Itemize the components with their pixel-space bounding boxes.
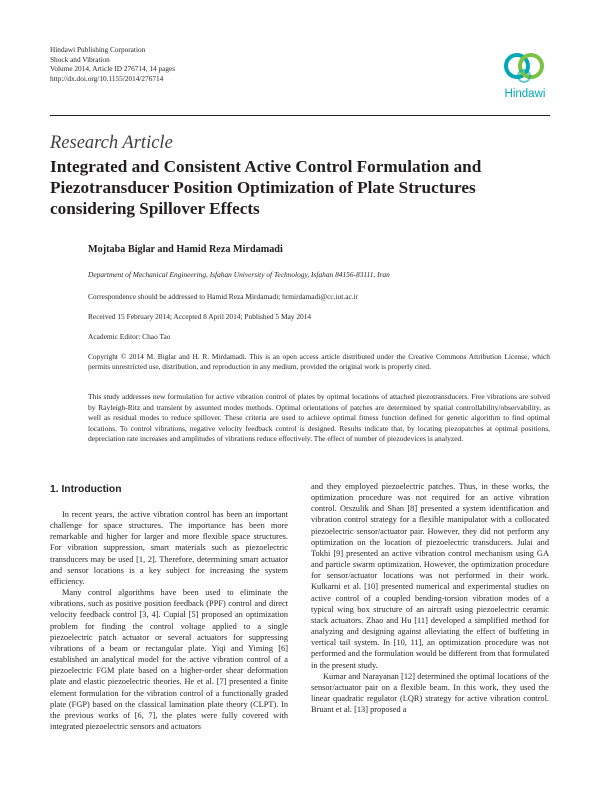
intro-paragraph-2: Many control algorithms have been used to eliminate the vibrations, such as positive position feedback (PPF) control and direct velocity feedback control [3, 4]. Cupiał [5] proposed an optimization problem for finding the control voltage applied to a single piezoelectric patch actuator or several actuators for suppressing vibrations of a beam or rectangular plate. Yiqi and Yiming [6] established an analytical model for the active vibration control of a piezoelectric FGM plate based on a higher-order shear deformation plate and elastic piezoelectric theories. He et al. [7] presented a finite element formulation for the vibration control of a functionally graded plate (FGP) based on the classical lamination plate theory (CLPT). In the previous works of [6, 7], the plates were fully covered with integrated piezoelectric sensors and actuators [50, 588, 288, 731]
volume-info: Volume 2014, Article ID 276714, 14 pages [50, 64, 176, 74]
logo-wordmark: Hindawi [504, 88, 546, 100]
paper-title: Integrated and Consistent Active Control Formulation and Piezotransducer Position Optimization of Plate Structures considering Spillover Effects [50, 157, 482, 218]
journal-name: Shock and Vibration [50, 54, 110, 64]
author-list: Mojtaba Biglar and Hamid Reza Mirdamadi [88, 244, 283, 255]
right-column [311, 481, 549, 715]
publisher-name: Hindawi Publishing Corporation [50, 45, 146, 54]
intro-paragraph-4: Kumar and Narayanan [12] determined the optimal locations of the sensor/actuator pair on a flexible beam. In this work, they used the linear quadratic regulator (LQR) strategy for active vibration control. Bruant et al. [13] proposed a [311, 671, 549, 715]
intro-paragraph-3: and they employed piezoelectric patches. Thus, in these works, the optimization procedure was not required for an active vibration control. Orszulik and Shan [8] presented a system identification and vibration control strategy for a flexible manipulator with a collocated piezoelectric sensor/actuator pair. However, they did not perform any optimization on the location of piezoelectric transducers. Julai and Tokhi [9] presented an active vibration control mechanism using GA and particle swarm optimization. However, the optimization procedure for sensor/actuator locations was not performed in their work. Kulkarni et al. [10] presented numerical and experimental studies on active control of a coupled bending-torsion vibration modes of a typical wing box structure of an aircraft using piezoelectric ceramic stack actuators. Zhao and Hu [11] developed a simplified method for analyzing and designing against alleviating the effect of buffeting in vertical tail system. In [10, 11], an optimization procedure was not performed and the formulation would be different from that formulated in the present study. [311, 482, 549, 670]
copyright-notice: Copyright © 2014 M. Biglar and H. R. Mirdamadi. This is an open access article distributed under the Creative Commons Attribution License, which permits unrestricted use, distribution, and reproduction in any medium, provided the original work is properly cited. [88, 352, 550, 371]
academic-editor: Academic Editor: Chao Tao [88, 332, 171, 341]
doi-link[interactable]: http://dx.doi.org/10.1155/2014/276714 [50, 73, 164, 83]
intro-paragraph-1: In recent years, the active vibration control has been an important challenge for space structures. The importance has been more remarkable and higher for larger and more flexible space structures. For vibration suppression, smart materials such as piezoelectric transducers may be used [1, 2]. Therefore, determining smart actuator and sensor locations is a key subject for increasing the system efficiency. [50, 510, 288, 586]
publication-dates: Received 15 February 2014; Accepted 8 April 2014; Published 5 May 2014 [88, 312, 312, 321]
header-divider [50, 115, 550, 116]
article-type: Research Article [50, 133, 173, 153]
journal-header [50, 45, 175, 83]
affiliation: Department of Mechanical Engineering, Isfahan University of Technology, Isfahan 84156-83111, Iran [88, 270, 390, 279]
correspondence: Correspondence should be addressed to Hamid Reza Mirdamadi; hrmirdamadi@cc.iut.ac.ir [88, 292, 359, 301]
abstract: This study addresses new formulation for active vibration control of plates by optimal locations of attached piezotransducers. Free vibrations are solved by Rayleigh-Ritz and transient by assumed modes methods. Optimal orientations of patches are determined by spatial controllability/observability, as well as residual modes to reduce spillover. These criteria are used to achieve optimal fitness function defined for genetic algorithm to find optimal locations. To control vibrations, negative velocity feedback control is designed. Results indicate that, by locating piezopatches at optimal positions, depreciation rate increases and amplitudes of vibrations reduce effectively. The effect of number of piezodevices is analyzed. [88, 392, 550, 444]
left-column [50, 483, 288, 732]
section-heading: 1. Introduction [50, 484, 122, 495]
